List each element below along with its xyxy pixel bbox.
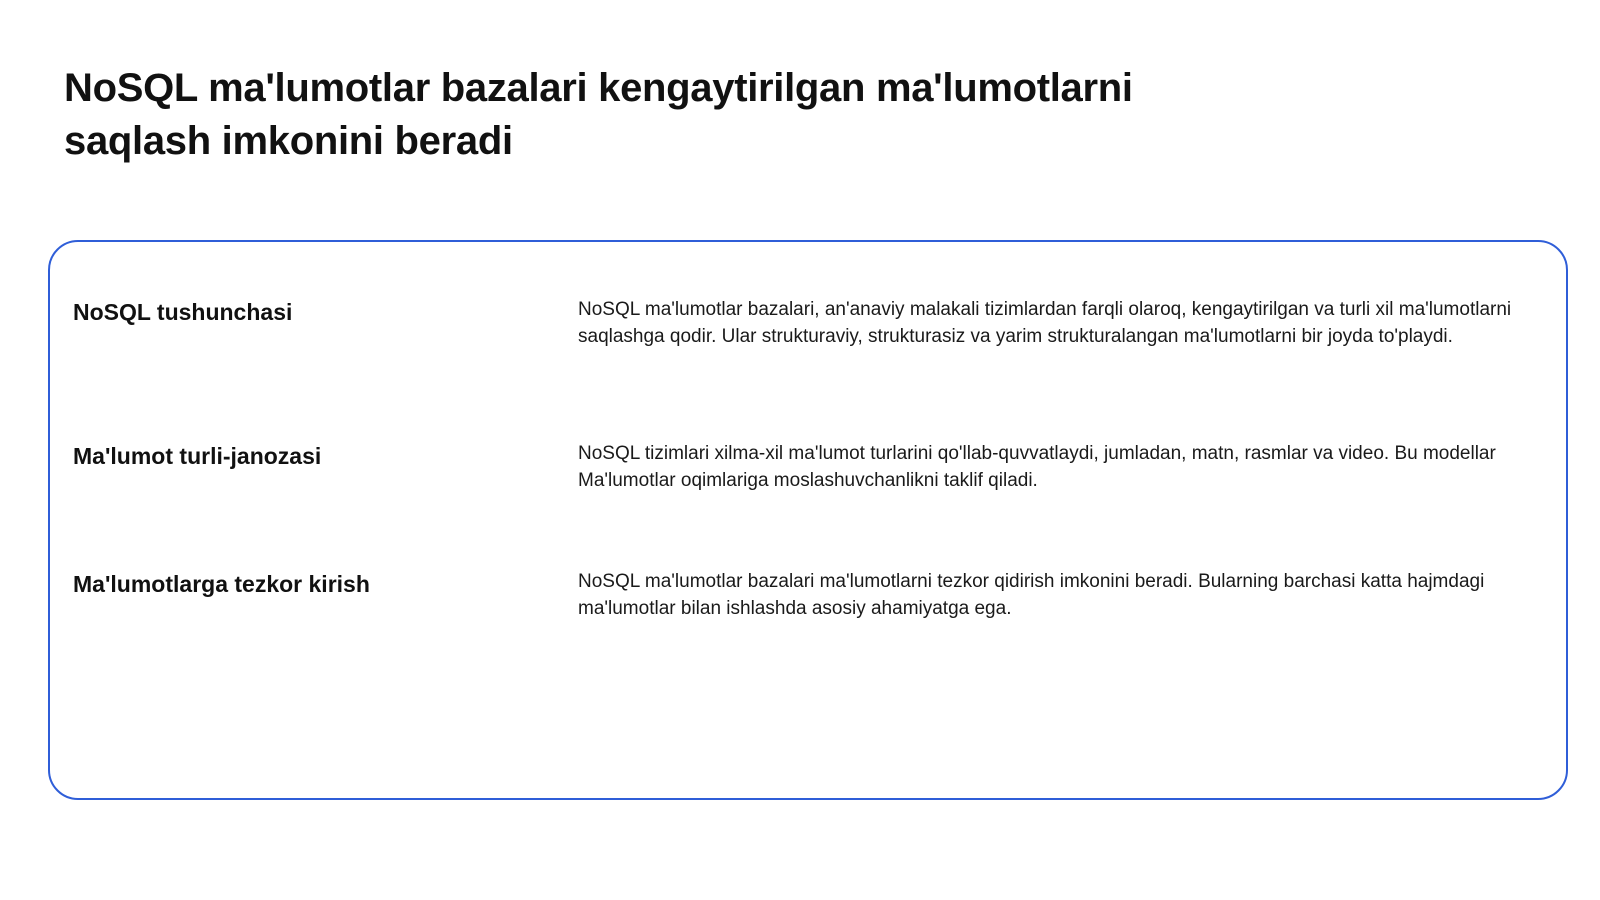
row-term: Ma'lumot turli-janozasi [73,443,322,469]
slide-title: NoSQL ma'lumotlar bazalari kengaytirilgan ma'lumotlarni saqlash imkonini beradi [64,66,1133,163]
row-description: NoSQL ma'lumotlar bazalari ma'lumotlarni tezkor qidirish imkonini beradi. Bularning barchasi katta hajmdagi ma'lumotlar bilan ishlashda asosiy ahamiyatga ega. [578,571,1485,619]
row-description: NoSQL ma'lumotlar bazalari, an'anaviy malakali tizimlardan farqli olaroq, kengaytirilgan va turli xil ma'lumotlarni saqlashga qodir. Ular strukturaviy, strukturasiz va yarim strukturalangan ma'lumotlarni bir joyda to'playdi. [578,299,1512,347]
row-term: Ma'lumotlarga tezkor kirish [73,571,370,597]
content-card [48,240,1568,800]
row-description: NoSQL tizimlari xilma-xil ma'lumot turlarini qo'llab-quvvatlaydi, jumladan, matn, rasmlar va video. Bu modellar Ma'lumotlar oqimlariga moslashuvchanlikni taklif qiladi. [578,443,1496,491]
row-term: NoSQL tushunchasi [73,299,293,325]
